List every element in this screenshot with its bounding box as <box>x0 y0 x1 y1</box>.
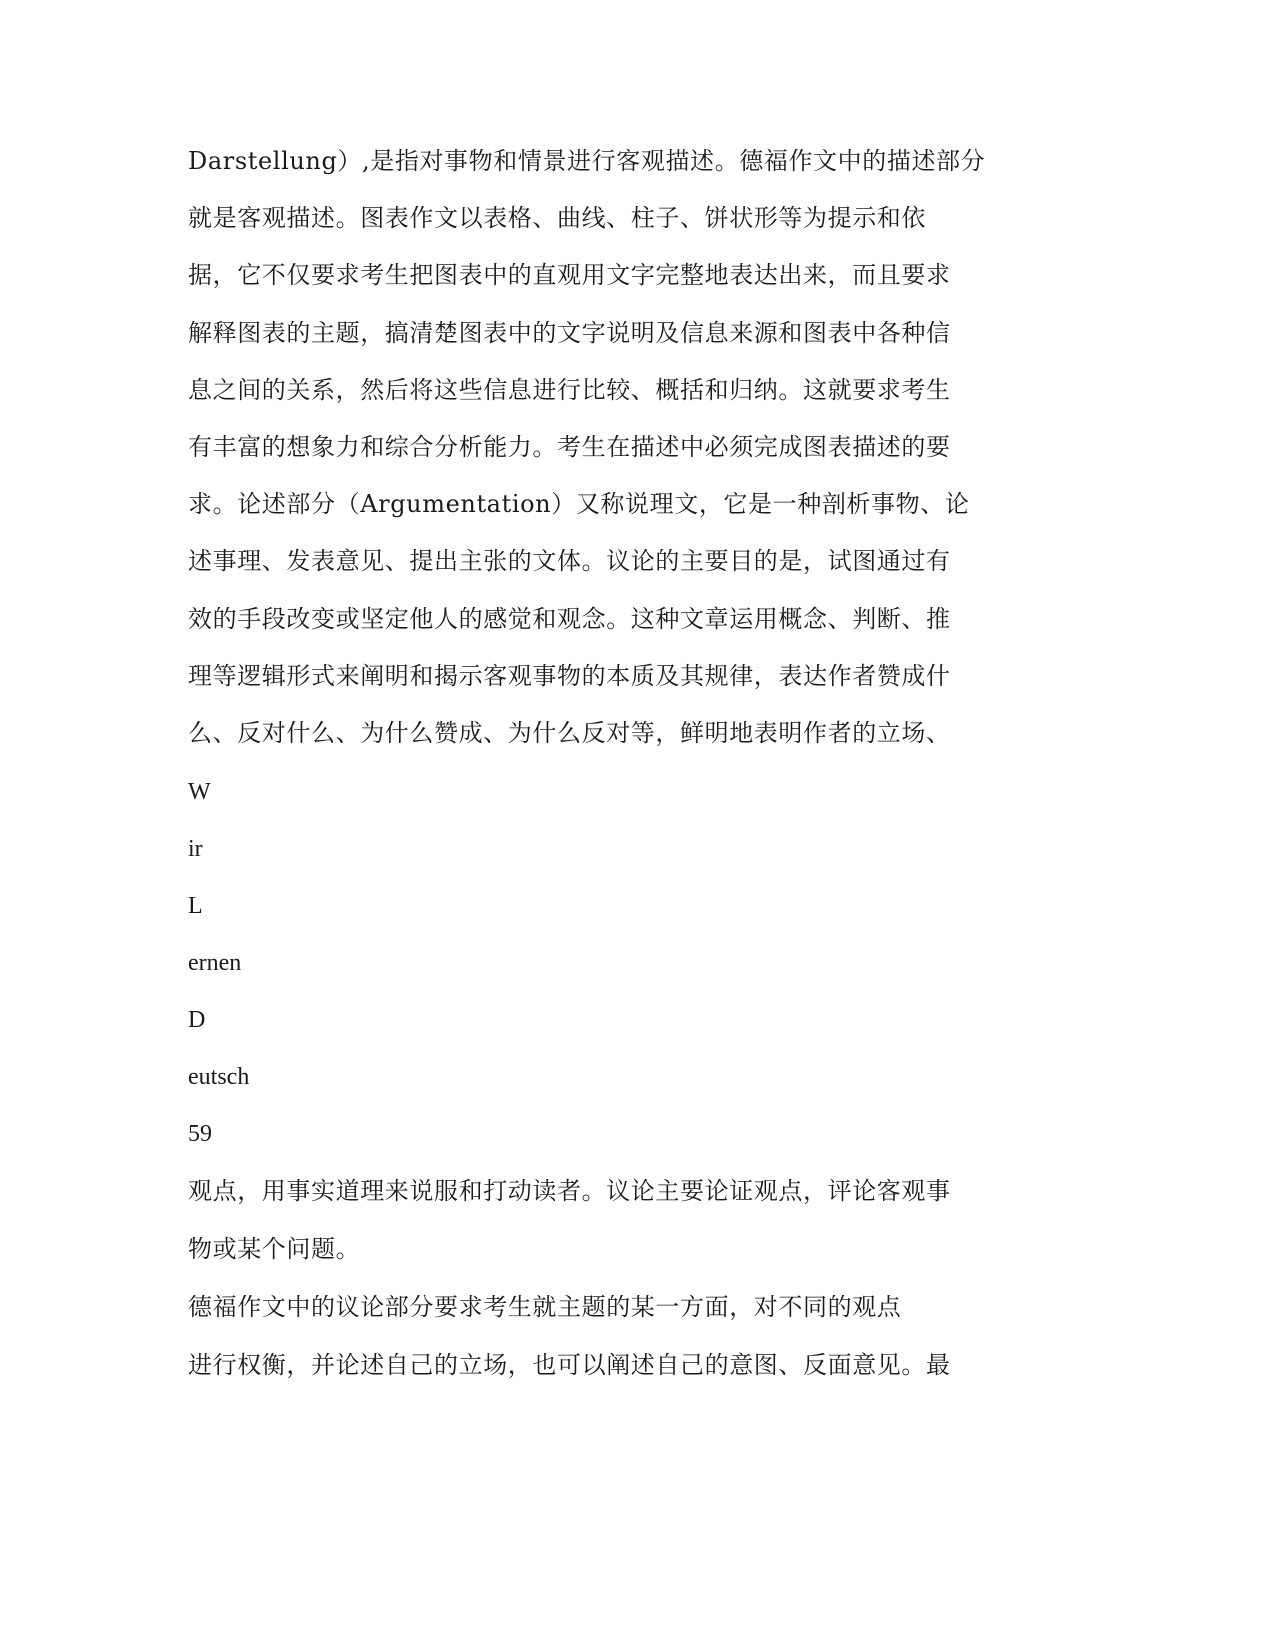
paragraph-line: 有丰富的想象力和综合分析能力。考生在描述中必须完成图表描述的要 <box>188 433 951 461</box>
paragraph-line: 观点，用事实道理来说服和打动读者。议论主要论证观点，评论客观事 <box>188 1177 951 1205</box>
paragraph-line: 德福作文中的议论部分要求考生就主题的某一方面，对不同的观点 <box>188 1293 902 1321</box>
running-header-fragment: ir <box>188 836 203 862</box>
paragraph-line: 解释图表的主题，搞清楚图表中的文字说明及信息来源和图表中各种信 <box>188 319 951 347</box>
paragraph-line: 据，它不仅要求考生把图表中的直观用文字完整地表达出来，而且要求 <box>188 261 951 289</box>
paragraph-line: 理等逻辑形式来阐明和揭示客观事物的本质及其规律，表达作者赞成什 <box>188 662 951 690</box>
paragraph-line: 息之间的关系，然后将这些信息进行比较、概括和归纳。这就要求考生 <box>188 376 951 404</box>
page-number: 59 <box>188 1121 212 1147</box>
running-header-fragment: L <box>188 893 203 919</box>
running-header-fragment: W <box>188 779 211 805</box>
paragraph-line: 么、反对什么、为什么赞成、为什么反对等，鲜明地表明作者的立场、 <box>188 719 951 747</box>
running-header-fragment: ernen <box>188 950 242 976</box>
paragraph-line: Darstellung）,是指对事物和情景进行客观描述。德福作文中的描述部分 <box>188 147 986 175</box>
paragraph-line: 进行权衡，并论述自己的立场，也可以阐述自己的意图、反面意见。最 <box>188 1351 951 1379</box>
running-header-fragment: eutsch <box>188 1064 250 1090</box>
paragraph-line: 求。论述部分（Argumentation）又称说理文，它是一种剖析事物、论 <box>188 490 970 518</box>
paragraph-line: 效的手段改变或坚定他人的感觉和观念。这种文章运用概念、判断、推 <box>188 605 951 633</box>
paragraph-line: 物或某个问题。 <box>188 1235 361 1263</box>
paragraph-line: 述事理、发表意见、提出主张的文体。议论的主要目的是，试图通过有 <box>188 547 951 575</box>
running-header-fragment: D <box>188 1007 206 1033</box>
paragraph-line: 就是客观描述。图表作文以表格、曲线、柱子、饼状形等为提示和依 <box>188 204 926 232</box>
